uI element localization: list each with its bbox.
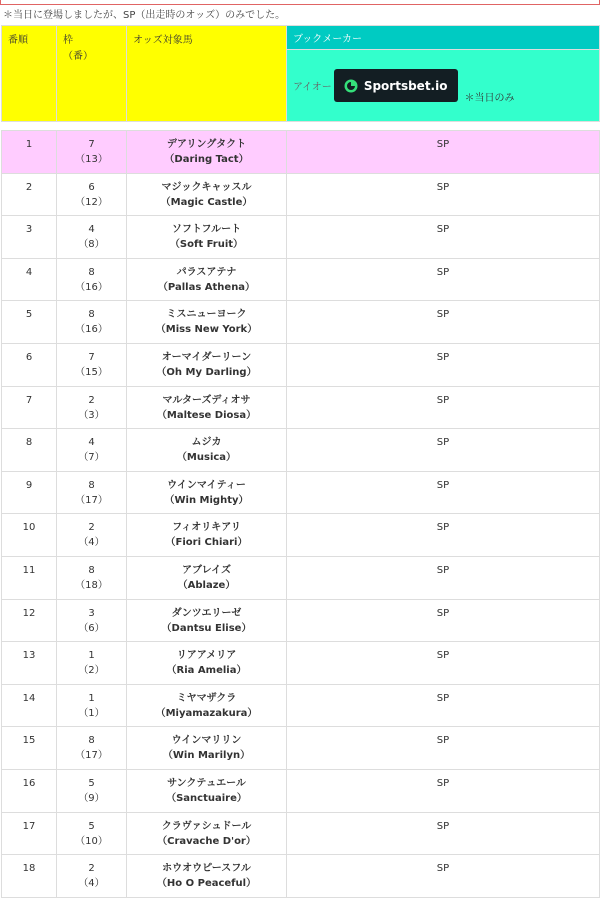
row-frame	[57, 386, 127, 429]
horse-name-en: （Musica）	[176, 452, 237, 464]
odds-value: SP	[436, 224, 450, 236]
row-frame	[57, 131, 127, 174]
row-number-value: 6	[25, 351, 33, 363]
row-number-value: 9	[25, 479, 33, 491]
header-horse-label: オッズ対象馬	[133, 35, 193, 46]
row-horse	[127, 812, 287, 855]
horse-name-en: （Oh My Darling）	[156, 366, 257, 378]
row-gate-value: （7）	[78, 452, 105, 464]
top-notice-border	[0, 0, 600, 5]
horse-name-ja: オーマイダーリーン	[161, 351, 252, 363]
row-number	[2, 556, 57, 599]
row-odds	[287, 599, 600, 642]
odds-value: SP	[436, 266, 450, 278]
table-row	[2, 471, 600, 514]
horse-name-ja: ウインマイティー	[167, 479, 246, 491]
table-row	[2, 684, 600, 727]
row-frame-value: 2	[88, 394, 95, 406]
row-horse	[127, 216, 287, 259]
row-number-value: 14	[22, 692, 36, 704]
row-frame-value: 2	[88, 522, 95, 534]
row-frame	[57, 173, 127, 216]
row-odds	[287, 216, 600, 259]
horse-name-ja: マジックキャッスル	[161, 181, 252, 193]
horse-name-ja: ホウオウピースフル	[162, 863, 251, 875]
odds-value: SP	[436, 139, 450, 150]
horse-name-ja: パラスアテナ	[176, 266, 237, 278]
table-row	[2, 216, 600, 259]
row-number	[2, 514, 57, 557]
horse-name-en: （Fiori Chiari）	[165, 537, 248, 549]
row-frame-value: 8	[88, 479, 95, 491]
row-frame	[57, 769, 127, 812]
header-spacer-cell	[2, 122, 600, 131]
row-frame	[57, 684, 127, 727]
row-number	[2, 599, 57, 642]
row-gate-value: （18）	[75, 579, 108, 591]
row-gate-value: （16）	[75, 324, 108, 336]
row-frame	[57, 599, 127, 642]
row-frame-value: 7	[88, 139, 95, 150]
row-frame-value: 4	[88, 437, 95, 449]
row-number-value: 1	[25, 139, 33, 150]
row-frame	[57, 556, 127, 599]
table-row	[2, 642, 600, 685]
row-odds	[287, 258, 600, 301]
horse-name-en: （Pallas Athena）	[157, 281, 256, 293]
horse-name-en: （Miyamazakura）	[155, 707, 258, 719]
odds-value: SP	[436, 394, 450, 406]
odds-value: SP	[436, 692, 450, 704]
header-spacer	[2, 122, 600, 131]
row-frame-value: 3	[88, 607, 95, 619]
horse-name-ja: マルターズディオサ	[162, 394, 251, 406]
row-gate-value: （17）	[75, 750, 108, 762]
table-row	[2, 301, 600, 344]
row-gate-value: （3）	[78, 409, 105, 421]
table-row	[2, 514, 600, 557]
header-horse	[127, 26, 287, 122]
horse-name-ja: アブレイズ	[182, 564, 231, 576]
row-number	[2, 429, 57, 472]
horse-name-en: （Maltese Diosa）	[156, 409, 257, 421]
row-number	[2, 343, 57, 386]
row-frame-value: 5	[88, 820, 95, 832]
row-frame-value: 2	[88, 863, 95, 875]
row-horse	[127, 727, 287, 770]
row-horse	[127, 429, 287, 472]
horse-name-ja: ムジカ	[191, 437, 222, 449]
horse-name-ja: クラヴァシュドール	[161, 820, 252, 832]
horse-name-en: （Win Marilyn）	[162, 750, 251, 762]
table-row	[2, 386, 600, 429]
horse-name-ja: サンクテュエール	[167, 777, 246, 789]
table-row	[2, 258, 600, 301]
horse-name-ja: ダンツエリーゼ	[171, 607, 242, 619]
row-horse	[127, 173, 287, 216]
row-odds	[287, 131, 600, 174]
row-number	[2, 727, 57, 770]
header-bookmaker	[287, 26, 600, 50]
row-odds	[287, 727, 600, 770]
row-number	[2, 642, 57, 685]
row-frame	[57, 514, 127, 557]
row-frame	[57, 429, 127, 472]
row-horse	[127, 642, 287, 685]
row-number	[2, 173, 57, 216]
row-number	[2, 769, 57, 812]
today-only-note: ＊当日のみ	[464, 93, 515, 104]
row-odds	[287, 769, 600, 812]
row-number-value: 11	[22, 564, 36, 576]
row-frame	[57, 812, 127, 855]
sportsbet-logo-text: Sportsbet.io	[363, 78, 448, 93]
row-horse	[127, 769, 287, 812]
row-odds	[287, 173, 600, 216]
row-frame-value: 8	[88, 735, 95, 747]
table-row	[2, 429, 600, 472]
row-number-value: 4	[25, 266, 33, 278]
row-frame-value: 5	[88, 777, 95, 789]
row-gate-value: （4）	[78, 878, 105, 890]
odds-value: SP	[436, 437, 450, 449]
row-gate-value: （13）	[75, 154, 108, 165]
horse-name-en: （Miss New York）	[155, 324, 258, 336]
row-horse	[127, 386, 287, 429]
horse-name-en: （Win Mighty）	[164, 494, 249, 506]
row-number-value: 18	[22, 863, 36, 875]
horse-name-ja: デアリングタクト	[166, 139, 247, 150]
row-frame	[57, 343, 127, 386]
row-gate-value: （12）	[75, 196, 108, 208]
odds-value: SP	[436, 564, 450, 576]
row-horse	[127, 684, 287, 727]
row-horse	[127, 471, 287, 514]
horse-name-ja: ウインマリリン	[171, 735, 242, 747]
row-horse	[127, 131, 287, 174]
row-odds	[287, 514, 600, 557]
row-number-value: 3	[25, 224, 33, 236]
row-frame-value: 8	[88, 564, 95, 576]
row-frame-value: 6	[88, 181, 95, 193]
odds-value: SP	[436, 181, 450, 193]
horse-name-ja: ミヤマザクラ	[176, 692, 237, 704]
row-gate-value: （10）	[75, 835, 108, 847]
row-horse	[127, 258, 287, 301]
horse-name-en: （Magic Castle）	[160, 196, 253, 208]
row-gate-value: （15）	[75, 366, 108, 378]
row-frame-value: 4	[88, 224, 95, 236]
row-horse	[127, 301, 287, 344]
row-odds	[287, 812, 600, 855]
horse-name-ja: ソフトフルート	[171, 224, 242, 236]
horse-name-ja: フィオリキアリ	[172, 522, 241, 534]
odds-value: SP	[436, 522, 450, 534]
horse-name-en: （Soft Fruit）	[169, 239, 244, 251]
table-row	[2, 556, 600, 599]
row-number	[2, 216, 57, 259]
horse-name-en: （Daring Tact）	[164, 154, 249, 165]
row-gate-value: （8）	[78, 239, 105, 251]
sportsbet-logo[interactable]	[334, 69, 459, 102]
row-number-value: 17	[22, 820, 36, 832]
row-number-value: 2	[25, 181, 33, 193]
horse-name-ja: ミスニューヨーク	[166, 309, 247, 321]
sportsbet-icon	[344, 79, 358, 93]
row-frame-value: 1	[88, 650, 95, 662]
row-frame-value: 7	[88, 351, 95, 363]
table-row	[2, 769, 600, 812]
row-number-value: 15	[22, 735, 36, 747]
row-number-value: 12	[22, 607, 36, 619]
odds-value: SP	[436, 777, 450, 789]
table-row	[2, 812, 600, 855]
row-number	[2, 131, 57, 174]
odds-value: SP	[436, 650, 450, 662]
bookmaker-cell	[287, 50, 600, 122]
row-odds	[287, 301, 600, 344]
row-gate-value: （1）	[78, 707, 105, 719]
horse-name-ja: リアアメリア	[176, 650, 237, 662]
row-gate-value: （6）	[78, 622, 105, 634]
row-frame	[57, 471, 127, 514]
row-frame	[57, 642, 127, 685]
odds-value: SP	[436, 607, 450, 619]
odds-value: SP	[436, 820, 450, 832]
row-odds	[287, 556, 600, 599]
horse-name-en: （Cravache D'or）	[157, 835, 256, 847]
row-horse	[127, 514, 287, 557]
row-odds	[287, 429, 600, 472]
table-row	[2, 727, 600, 770]
header-bookmaker-label: ブックメーカー	[293, 34, 362, 45]
row-horse	[127, 343, 287, 386]
header-number	[2, 26, 57, 122]
row-frame-value: 8	[88, 309, 95, 321]
row-frame	[57, 258, 127, 301]
header-frame-label: 枠	[63, 35, 73, 46]
row-frame	[57, 216, 127, 259]
row-number	[2, 301, 57, 344]
row-horse	[127, 599, 287, 642]
odds-table-body	[2, 131, 600, 898]
row-odds	[287, 471, 600, 514]
row-number	[2, 258, 57, 301]
odds-value: SP	[436, 735, 450, 747]
table-row	[2, 599, 600, 642]
row-number-value: 16	[22, 777, 36, 789]
aio-label: アイオー	[293, 82, 332, 93]
row-number	[2, 471, 57, 514]
row-gate-value: （16）	[75, 281, 108, 293]
row-frame	[57, 727, 127, 770]
odds-value: SP	[436, 351, 450, 363]
odds-value: SP	[436, 479, 450, 491]
row-number	[2, 684, 57, 727]
table-row	[2, 343, 600, 386]
row-number	[2, 386, 57, 429]
row-number-value: 10	[22, 522, 36, 534]
horse-name-en: （Ria Amelia）	[166, 665, 247, 677]
horse-name-en: （Ablaze）	[177, 579, 236, 591]
horse-name-en: （Dantsu Elise）	[161, 622, 252, 634]
header-gate-label: （番）	[63, 51, 93, 62]
footnote: ＊当日に登場しましたが、SP（出走時のオッズ）のみでした。	[3, 10, 286, 21]
row-odds	[287, 642, 600, 685]
odds-value: SP	[436, 863, 450, 875]
row-frame	[57, 301, 127, 344]
row-number-value: 7	[25, 394, 33, 406]
row-horse	[127, 556, 287, 599]
row-frame-value: 1	[88, 692, 95, 704]
row-frame-value: 8	[88, 266, 95, 278]
row-odds	[287, 386, 600, 429]
row-gate-value: （9）	[78, 792, 105, 804]
odds-value: SP	[436, 309, 450, 321]
header-number-label: 番順	[8, 35, 28, 46]
table-row	[2, 131, 600, 174]
row-number-value: 13	[22, 650, 36, 662]
header-frame	[57, 26, 127, 122]
row-gate-value: （17）	[75, 494, 108, 506]
odds-table	[1, 25, 600, 898]
row-number-value: 5	[25, 309, 33, 321]
row-gate-value: （2）	[78, 665, 105, 677]
table-row	[2, 173, 600, 216]
row-odds	[287, 343, 600, 386]
horse-name-en: （Sanctuaire）	[166, 792, 247, 804]
row-odds	[287, 684, 600, 727]
row-gate-value: （4）	[78, 537, 105, 549]
row-number-value: 8	[25, 437, 33, 449]
row-number	[2, 812, 57, 855]
horse-name-en: （Ho O Peaceful）	[156, 878, 257, 890]
